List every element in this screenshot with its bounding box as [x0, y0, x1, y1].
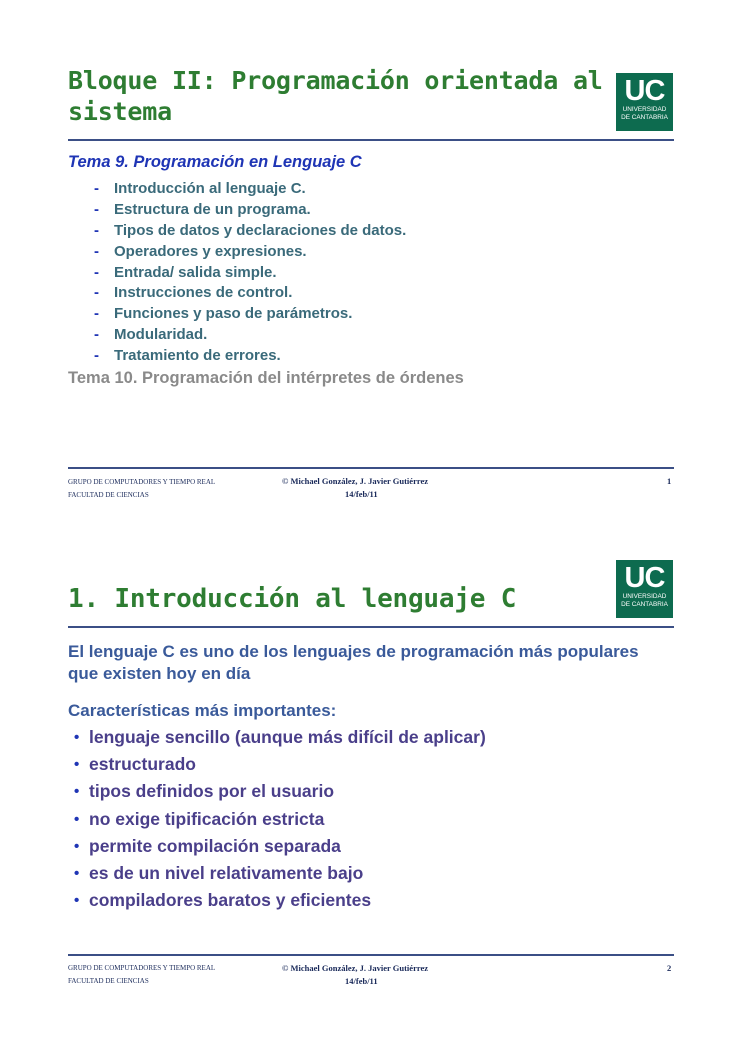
- footer-authors: © Michael González, J. Javier Gutiérrez: [282, 476, 429, 486]
- list-item-text: lenguaje sencillo (aunque más difícil de aplicar): [89, 727, 486, 747]
- list-item: [74, 751, 486, 778]
- footer-group: GRUPO DE COMPUTADORES Y TIEMPO REAL: [68, 478, 216, 486]
- bullet-marker: •: [74, 892, 80, 910]
- logo-line2: DE CANTABRIA: [621, 114, 668, 121]
- footer-date: 14/feb/11: [345, 976, 378, 986]
- slide-title: 1. Introducción al lenguaje C: [68, 584, 517, 614]
- dash-marker: -: [94, 284, 99, 302]
- topic-heading: Tema 9. Programación en Lenguaje C: [68, 153, 362, 171]
- slide-title: Bloque II: Programación orientada al sistema: [68, 66, 603, 126]
- logo-mark: UC: [624, 562, 665, 594]
- list-item-text: tipos definidos por el usuario: [89, 781, 335, 802]
- bullet-marker: •: [74, 810, 80, 828]
- footer-divider: [68, 954, 674, 956]
- topic-list: [94, 179, 406, 367]
- list-item: [94, 221, 406, 242]
- list-item: [94, 304, 406, 325]
- list-item-text: Estructura de un programa.: [114, 200, 311, 218]
- list-item: [74, 860, 486, 887]
- logo-line1: UNIVERSIDAD: [622, 106, 667, 113]
- list-item-text: permite compilación separada: [89, 835, 341, 856]
- footer-divider: [68, 467, 674, 469]
- list-item-text: compiladores baratos y eficientes: [89, 890, 372, 911]
- bullet-marker: •: [74, 837, 80, 855]
- list-item: [94, 283, 406, 304]
- list-item-text: estructurado: [89, 754, 196, 775]
- dash-marker: -: [94, 200, 99, 218]
- slide-1: [0, 0, 744, 526]
- list-item: [74, 887, 486, 914]
- list-item: [74, 778, 486, 805]
- bullet-marker: •: [74, 756, 80, 774]
- list-item: [94, 242, 406, 263]
- list-item: [74, 806, 486, 833]
- dash-marker: -: [94, 180, 99, 197]
- slide-2: [0, 526, 744, 1053]
- intro-paragraph: El lenguaje C es uno de los lenguajes de programación más populares que existen hoy en día: [68, 642, 639, 683]
- features-heading: Características más importantes:: [68, 701, 337, 720]
- features-list: [74, 724, 486, 914]
- dash-marker: -: [94, 326, 99, 344]
- dash-marker: -: [94, 305, 99, 323]
- list-item-text: no exige tipificación estricta: [89, 808, 325, 829]
- list-item-text: Tipos de datos y declaraciones de datos.: [114, 221, 407, 239]
- footer-date: 14/feb/11: [345, 489, 378, 499]
- list-item-text: Entrada/ salida simple.: [114, 263, 277, 281]
- university-logo: [616, 560, 673, 618]
- list-item: [94, 325, 406, 346]
- logo-line2: DE CANTABRIA: [621, 601, 668, 608]
- next-topic: Tema 10. Programación del intérpretes de órdenes: [68, 369, 464, 387]
- bullet-marker: •: [74, 783, 80, 801]
- dash-marker: -: [94, 242, 99, 260]
- page-number: 2: [667, 963, 672, 973]
- logo-mark: UC: [624, 75, 665, 107]
- list-item-text: Tratamiento de errores.: [114, 347, 281, 365]
- footer-authors: © Michael González, J. Javier Gutiérrez: [282, 963, 429, 973]
- list-item: [74, 833, 486, 860]
- list-item: [94, 346, 406, 367]
- footer-faculty: FACULTAD DE CIENCIAS: [68, 977, 149, 985]
- footer-faculty: FACULTAD DE CIENCIAS: [68, 491, 149, 499]
- header-divider: [68, 626, 674, 628]
- list-item: [94, 263, 406, 284]
- logo-line1: UNIVERSIDAD: [622, 593, 667, 600]
- header-divider: [68, 139, 674, 141]
- list-item: [94, 179, 406, 200]
- dash-marker: -: [94, 347, 99, 365]
- list-item-text: Funciones y paso de parámetros.: [114, 305, 353, 323]
- list-item-text: es de un nivel relativamente bajo: [89, 862, 364, 883]
- dash-marker: -: [94, 263, 99, 281]
- list-item-text: Modularidad.: [114, 326, 208, 344]
- list-item-text: Operadores y expresiones.: [114, 242, 307, 260]
- bullet-marker: •: [74, 729, 80, 746]
- list-item-text: Introducción al lenguaje C.: [114, 180, 306, 197]
- page-number: 1: [667, 476, 672, 486]
- bullet-marker: •: [74, 864, 80, 882]
- list-item: [94, 200, 406, 221]
- list-item: [74, 724, 486, 751]
- list-item-text: Instrucciones de control.: [114, 284, 293, 302]
- dash-marker: -: [94, 221, 99, 239]
- footer-group: GRUPO DE COMPUTADORES Y TIEMPO REAL: [68, 964, 216, 972]
- university-logo: [616, 73, 673, 131]
